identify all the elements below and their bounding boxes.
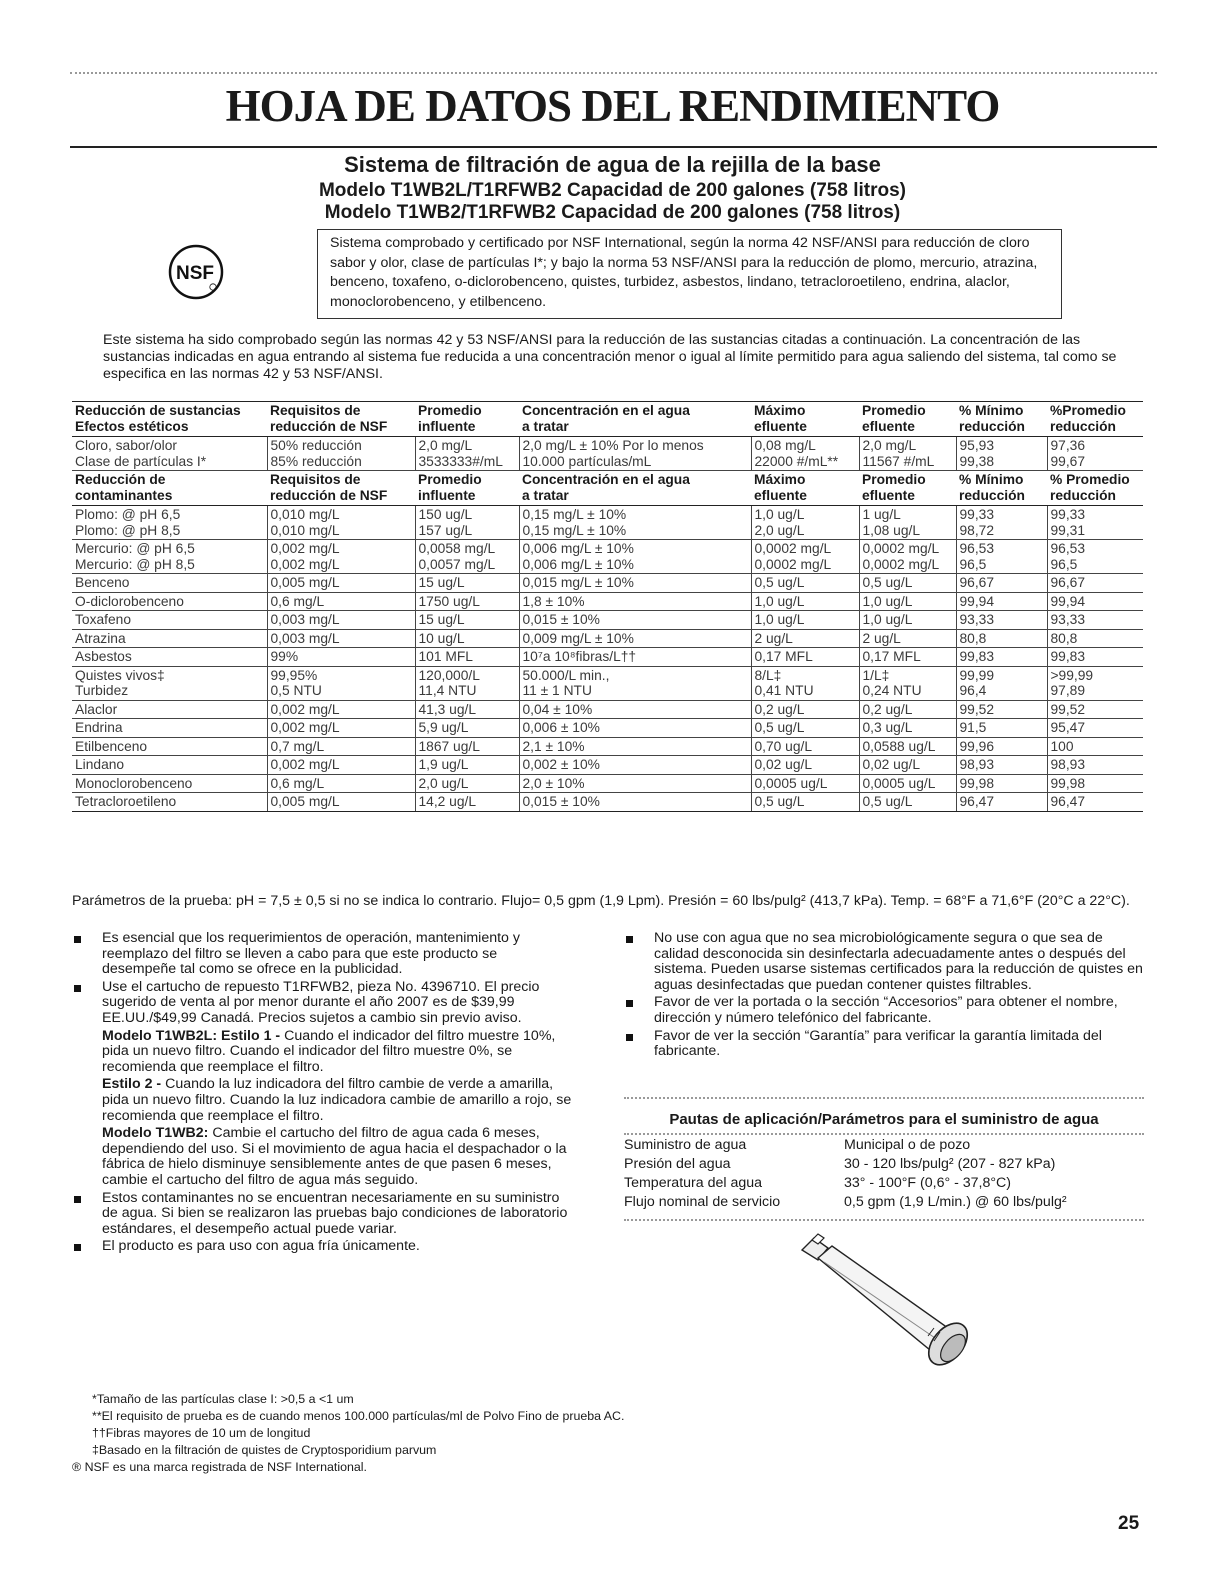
table-cell: Lindano <box>72 756 267 775</box>
table-cell: 98,93 <box>1047 756 1143 775</box>
table-cell: 150 ug/L 157 ug/L <box>415 506 519 540</box>
guideline-row <box>624 1193 1144 1212</box>
table-cell: 99,96 <box>956 737 1047 756</box>
table-cell: 0,5 ug/L <box>751 574 859 593</box>
guidelines-mid-rule <box>624 1133 1144 1135</box>
guideline-value: Municipal o de pozo <box>844 1137 971 1153</box>
footnote: *Tamaño de las partículas clase I: >0,5 a <1 um <box>92 1392 354 1406</box>
table-cell: 10 ug/L <box>415 629 519 648</box>
table-cell: 120,000/L 11,4 NTU <box>415 666 519 700</box>
table-cell: 0,5 ug/L <box>859 793 956 812</box>
table-cell: 100 <box>1047 737 1143 756</box>
table-cell: Reducción de contaminantes <box>72 471 267 506</box>
table-cell: Endrina <box>72 719 267 738</box>
list-item <box>72 1029 572 1076</box>
table-cell: 99,94 <box>956 592 1047 611</box>
table-cell: 0,0002 mg/L 0,0002 mg/L <box>751 540 859 574</box>
table-cell: 0,0005 ug/L <box>859 774 956 793</box>
table-cell: 2,0 mg/L ± 10% Por lo menos 10.000 partículas/mL <box>519 437 751 471</box>
table-cell: 0,0005 ug/L <box>751 774 859 793</box>
table-cell: 99,99 96,4 <box>956 666 1047 700</box>
table-row <box>72 756 1143 775</box>
table-row <box>72 737 1143 756</box>
list-item-text: Cambie el cartucho del filtro de agua cada 6 meses, dependiendo del uso. Si el movimiento de agua hacia el despachador o la fábrica de hielo disminuye sensiblemente antes de que pasen 6 meses, cambie el cartucho del filtro de agua más seguido. <box>102 1125 567 1188</box>
list-item-text: Cuando el indicador del filtro muestre 10%, pida un nuevo filtro. Cuando el indicador del filtro muestre 0%, se recomienda que reemplace el filtro. <box>102 1027 556 1075</box>
table-cell: 99,33 99,31 <box>1047 506 1143 540</box>
guideline-label: Presión del agua <box>624 1156 731 1172</box>
table-cell: Etilbenceno <box>72 737 267 756</box>
nsf-logo-text: NSF <box>176 263 214 284</box>
table-cell: 97,36 99,67 <box>1047 437 1143 471</box>
table-cell: Concentración en el agua a tratar <box>519 471 751 506</box>
table-cell: 0,003 mg/L <box>267 611 415 630</box>
table-row <box>72 774 1143 793</box>
table-row <box>72 574 1143 593</box>
table-cell: Promedio influente <box>415 471 519 506</box>
table-cell: 0,70 ug/L <box>751 737 859 756</box>
table-cell: 2,0 ug/L <box>415 774 519 793</box>
table-cell: 99,83 <box>1047 648 1143 667</box>
table-row <box>72 611 1143 630</box>
footnotes <box>72 1391 872 1476</box>
guideline-value: 0,5 gpm (1,9 L/min.) @ 60 lbs/pulg² <box>844 1194 1067 1210</box>
list-item-text: Cuando la luz indicadora del filtro cambie de verde a amarilla, pida un nuevo filtro. Cuando la luz indicadora cambie de amarillo a rojo, se recomienda que reemplace el filtro. <box>102 1076 572 1124</box>
table-cell: Reducción de sustancias Efectos estéticos <box>72 402 267 437</box>
table-header-row <box>72 402 1143 437</box>
table-cell: 93,33 <box>1047 611 1143 630</box>
table-cell: Promedio efluente <box>859 471 956 506</box>
table-cell: 0,6 mg/L <box>267 592 415 611</box>
table-cell: 0,009 mg/L ± 10% <box>519 629 751 648</box>
test-parameters: Parámetros de la prueba: pH = 7,5 ± 0,5 si no se indica lo contrario. Flujo= 0,5 gpm (1,9 Lpm). Presión = 60 lbs/pulg² (413,7 kPa). Temp. = 68°F a 71,6°F (20°C a 22°C). <box>72 893 1130 909</box>
footnote: **El requisito de prueba es de cuando menos 100.000 partículas/ml de Polvo Fino de prueba AC. <box>92 1409 625 1423</box>
list-item-heading: Estilo 2 - <box>102 1076 162 1093</box>
certification-box: Sistema comprobado y certificado por NSF International, según la norma 42 NSF/ANSI para reducción de cloro sabor y olor, clase de partículas I*; y bajo la norma 53 NSF/ANSI para la reducción de plomo, mercurio, atrazina, benceno, toxafeno, o-diclorobenceno, quistes, turbidez, asbestos, lindano, tetracloroetileno, endrina, alaclor, monoclorobenceno, y etilbenceno. <box>317 229 1062 319</box>
table-cell: % Promedio reducción <box>1047 471 1143 506</box>
guideline-label: Flujo nominal de servicio <box>624 1194 781 1210</box>
table-cell: 96,67 <box>1047 574 1143 593</box>
table-cell: Plomo: @ pH 6,5 Plomo: @ pH 8,5 <box>72 506 267 540</box>
table-row <box>72 506 1143 540</box>
table-cell: 1 ug/L 1,08 ug/L <box>859 506 956 540</box>
table-cell: 1/L‡ 0,24 NTU <box>859 666 956 700</box>
table-cell: 0,002 mg/L <box>267 756 415 775</box>
table-cell: Máximo efluente <box>751 471 859 506</box>
table-cell: 0,08 mg/L 22000 #/mL** <box>751 437 859 471</box>
table-cell: 96,53 96,5 <box>956 540 1047 574</box>
table-cell: Promedio influente <box>415 402 519 437</box>
table-cell: 2 ug/L <box>859 629 956 648</box>
table-cell: 15 ug/L <box>415 574 519 593</box>
table-cell: 1,8 ± 10% <box>519 592 751 611</box>
table-cell: 96,47 <box>1047 793 1143 812</box>
table-row <box>72 793 1143 812</box>
table-cell: Tetracloroetileno <box>72 793 267 812</box>
table-cell: 8/L‡ 0,41 NTU <box>751 666 859 700</box>
table-cell: 2,0 mg/L 11567 #/mL <box>859 437 956 471</box>
table-cell: 0,5 ug/L <box>751 793 859 812</box>
table-header-row <box>72 471 1143 506</box>
table-cell: 2 ug/L <box>751 629 859 648</box>
table-cell: 1750 ug/L <box>415 592 519 611</box>
table-cell: 1,0 ug/L <box>751 592 859 611</box>
table-cell: 96,47 <box>956 793 1047 812</box>
list-item <box>72 980 572 1027</box>
guidelines-bottom-rule <box>624 1219 1144 1221</box>
table-cell: 99,95% 0,5 NTU <box>267 666 415 700</box>
table-cell: 5,9 ug/L <box>415 719 519 738</box>
table-cell: 2,0 ± 10% <box>519 774 751 793</box>
table-cell: 1,0 ug/L 2,0 ug/L <box>751 506 859 540</box>
top-dotted-rule <box>70 72 1157 74</box>
table-cell: 15 ug/L <box>415 611 519 630</box>
table-cell: 50% reducción 85% reducción <box>267 437 415 471</box>
table-cell: 0,005 mg/L <box>267 793 415 812</box>
section-subtitle: Sistema de filtración de agua de la rejilla de la base <box>344 152 881 177</box>
table-cell: 0,015 ± 10% <box>519 611 751 630</box>
table-cell: 0,17 MFL <box>859 648 956 667</box>
nsf-logo-icon <box>168 244 224 300</box>
table-cell: 101 MFL <box>415 648 519 667</box>
table-cell: Cloro, sabor/olor Clase de partículas I* <box>72 437 267 471</box>
table-cell: 93,33 <box>956 611 1047 630</box>
guidelines-table <box>624 1136 1144 1212</box>
table-cell: 98,93 <box>956 756 1047 775</box>
table-row <box>72 648 1143 667</box>
table-cell: 1,0 ug/L <box>859 611 956 630</box>
table-cell: 95,93 99,38 <box>956 437 1047 471</box>
table-cell: 0,002 mg/L 0,002 mg/L <box>267 540 415 574</box>
guideline-value: 30 - 120 lbs/pulg² (207 - 827 kPa) <box>844 1156 1056 1172</box>
table-cell: 0,005 mg/L <box>267 574 415 593</box>
footnote: ‡Basado en la filtración de quistes de Cryptosporidium parvum <box>92 1443 437 1457</box>
table-cell: 10⁷a 10⁸fibras/L†† <box>519 648 751 667</box>
table-cell: 1,0 ug/L <box>751 611 859 630</box>
table-cell: 0,7 mg/L <box>267 737 415 756</box>
table-cell: 99% <box>267 648 415 667</box>
list-item-text: El producto es para uso con agua fría únicamente. <box>102 1238 420 1255</box>
table-cell: Toxafeno <box>72 611 267 630</box>
table-cell: 2,0 mg/L 3533333#/mL <box>415 437 519 471</box>
table-cell: 80,8 <box>1047 629 1143 648</box>
table-cell: 0,002 mg/L <box>267 700 415 719</box>
footnote: ††Fibras mayores de 10 um de longitud <box>92 1426 311 1440</box>
table-cell: 0,006 ± 10% <box>519 719 751 738</box>
table-row <box>72 592 1143 611</box>
table-cell: 0,006 mg/L ± 10% 0,006 mg/L ± 10% <box>519 540 751 574</box>
list-item <box>72 931 572 978</box>
table-cell: 99,98 <box>1047 774 1143 793</box>
guidelines-title: Pautas de aplicación/Parámetros para el suministro de agua <box>669 1111 1099 1128</box>
table-cell: 1,9 ug/L <box>415 756 519 775</box>
table-cell: 50.000/L min., 11 ± 1 NTU <box>519 666 751 700</box>
table-cell: 91,5 <box>956 719 1047 738</box>
table-cell: Máximo efluente <box>751 402 859 437</box>
table-row <box>72 540 1143 574</box>
table-cell: 99,83 <box>956 648 1047 667</box>
table-cell: 0,010 mg/L 0,010 mg/L <box>267 506 415 540</box>
table-cell: 0,02 ug/L <box>859 756 956 775</box>
table-cell: 99,98 <box>956 774 1047 793</box>
table-row <box>72 629 1143 648</box>
guidelines-top-rule <box>624 1097 1144 1099</box>
list-item-text: Estos contaminantes no se encuentran necesariamente en su suministro de agua. Si bien se realizaron las pruebas bajo condiciones de laboratorio estándares, el desempeño actual puede variar. <box>102 1189 568 1237</box>
table-cell: % Mínimo reducción <box>956 471 1047 506</box>
model-line-1: Modelo T1WB2L/T1RFWB2 Capacidad de 200 galones (758 litros) <box>318 180 906 201</box>
table-cell: % Mínimo reducción <box>956 402 1047 437</box>
list-item: Favor de ver la sección “Garantía” para verificar la garantía limitada del fabricante. <box>624 1029 1144 1060</box>
list-item: No use con agua que no sea microbiológicamente segura o que sea de calidad desconocida sin desinfectarla adecuadamente antes o después del sistema. Pueden usarse sistemas certificados para la reducción de quistes en aguas desinfectadas que puedan contener quistes filtrables. <box>624 931 1144 993</box>
table-cell: 0,04 ± 10% <box>519 700 751 719</box>
list-item <box>72 1126 572 1188</box>
table-cell: 1867 ug/L <box>415 737 519 756</box>
page-number: 25 <box>1118 1513 1140 1534</box>
table-cell: 0,15 mg/L ± 10% 0,15 mg/L ± 10% <box>519 506 751 540</box>
list-item: Favor de ver la portada o la sección “Accesorios” para obtener el nombre, dirección y número telefónico del fabricante. <box>624 995 1144 1026</box>
table-cell: O-diclorobenceno <box>72 592 267 611</box>
table-cell: 0,015 mg/L ± 10% <box>519 574 751 593</box>
table-cell: >99,99 97,89 <box>1047 666 1143 700</box>
table-cell: 0,6 mg/L <box>267 774 415 793</box>
list-item-heading: Modelo T1WB2L: Estilo 1 - <box>102 1027 281 1044</box>
table-cell: Mercurio: @ pH 6,5 Mercurio: @ pH 8,5 <box>72 540 267 574</box>
guideline-row <box>624 1155 1144 1174</box>
table-cell: 96,53 96,5 <box>1047 540 1143 574</box>
title-rule <box>70 146 1157 148</box>
table-cell: 0,003 mg/L <box>267 629 415 648</box>
table-cell: %Promedio reducción <box>1047 402 1143 437</box>
table-row <box>72 700 1143 719</box>
table-cell: 96,67 <box>956 574 1047 593</box>
performance-table <box>72 401 1143 812</box>
table-cell: Concentración en el agua a tratar <box>519 402 751 437</box>
list-item-text: Use el cartucho de repuesto T1RFWB2, pieza No. 4396710. El precio sugerido de venta al por menor durante el año 2007 es de $39,99 EE.UU./$49,99 Canadá. Precios sujetos a cambio sin previo aviso. <box>102 978 540 1026</box>
table-cell: 0,015 ± 10% <box>519 793 751 812</box>
right-bullet-list <box>624 931 1144 1062</box>
table-cell: 2,1 ± 10% <box>519 737 751 756</box>
table-cell: 99,33 98,72 <box>956 506 1047 540</box>
filter-cartridge-image <box>788 1232 973 1372</box>
table-cell: 14,2 ug/L <box>415 793 519 812</box>
table-cell: 0,17 MFL <box>751 648 859 667</box>
guideline-row <box>624 1136 1144 1155</box>
table-cell: Benceno <box>72 574 267 593</box>
list-item-heading: Modelo T1WB2: <box>102 1125 209 1142</box>
table-row <box>72 437 1143 471</box>
guideline-label: Suministro de agua <box>624 1137 747 1153</box>
table-cell: Asbestos <box>72 648 267 667</box>
page-title: HOJA DE DATOS DEL RENDIMIENTO <box>225 81 1000 131</box>
table-cell: 80,8 <box>956 629 1047 648</box>
left-bullet-list <box>72 931 572 1257</box>
table-cell: 0,5 ug/L <box>859 574 956 593</box>
table-cell: 99,94 <box>1047 592 1143 611</box>
list-item <box>72 1191 572 1238</box>
table-cell: 99,52 <box>956 700 1047 719</box>
list-item-text: Es esencial que los requerimientos de operación, mantenimiento y reemplazo del filtro se lleven a cabo para que este producto se desempeñe tal como se ofrece en la publicidad. <box>102 930 520 978</box>
table-cell: 0,0058 mg/L 0,0057 mg/L <box>415 540 519 574</box>
table-cell: Requisitos de reducción de NSF <box>267 471 415 506</box>
table-cell: 0,3 ug/L <box>859 719 956 738</box>
table-cell: Monoclorobenceno <box>72 774 267 793</box>
intro-paragraph: Este sistema ha sido comprobado según las normas 42 y 53 NSF/ANSI para la reducción de las sustancias citadas a continuación. La concentración de las sustancias indicadas en agua entrando al sistema fue reducida a una concentración menor o igual al límite permitido para agua saliendo del sistema, tal como se especifica en las normas 42 y 53 NSF/ANSI. <box>103 332 1117 382</box>
table-cell: 0,2 ug/L <box>859 700 956 719</box>
table-cell: 0,2 ug/L <box>751 700 859 719</box>
table-cell: 99,52 <box>1047 700 1143 719</box>
table-cell: 1,0 ug/L <box>859 592 956 611</box>
table-cell: Quistes vivos‡ Turbidez <box>72 666 267 700</box>
table-cell: Requisitos de reducción de NSF <box>267 402 415 437</box>
table-cell: Atrazina <box>72 629 267 648</box>
table-row <box>72 666 1143 700</box>
model-line-2: Modelo T1WB2/T1RFWB2 Capacidad de 200 galones (758 litros) <box>324 202 901 223</box>
guideline-label: Temperatura del agua <box>624 1175 763 1191</box>
guideline-row <box>624 1174 1144 1193</box>
table-cell: 41,3 ug/L <box>415 700 519 719</box>
table-cell: 0,002 ± 10% <box>519 756 751 775</box>
table-cell: 0,02 ug/L <box>751 756 859 775</box>
table-cell: 0,0588 ug/L <box>859 737 956 756</box>
list-item <box>72 1239 572 1255</box>
guideline-value: 33° - 100°F (0,6° - 37,8°C) <box>844 1175 1012 1191</box>
table-cell: 0,0002 mg/L 0,0002 mg/L <box>859 540 956 574</box>
table-cell: Alaclor <box>72 700 267 719</box>
table-cell: 95,47 <box>1047 719 1143 738</box>
table-cell: 0,002 mg/L <box>267 719 415 738</box>
table-cell: Promedio efluente <box>859 402 956 437</box>
table-cell: 0,5 ug/L <box>751 719 859 738</box>
list-item <box>72 1077 572 1124</box>
footnote: ® NSF es una marca registrada de NSF International. <box>72 1460 367 1474</box>
table-row <box>72 719 1143 738</box>
